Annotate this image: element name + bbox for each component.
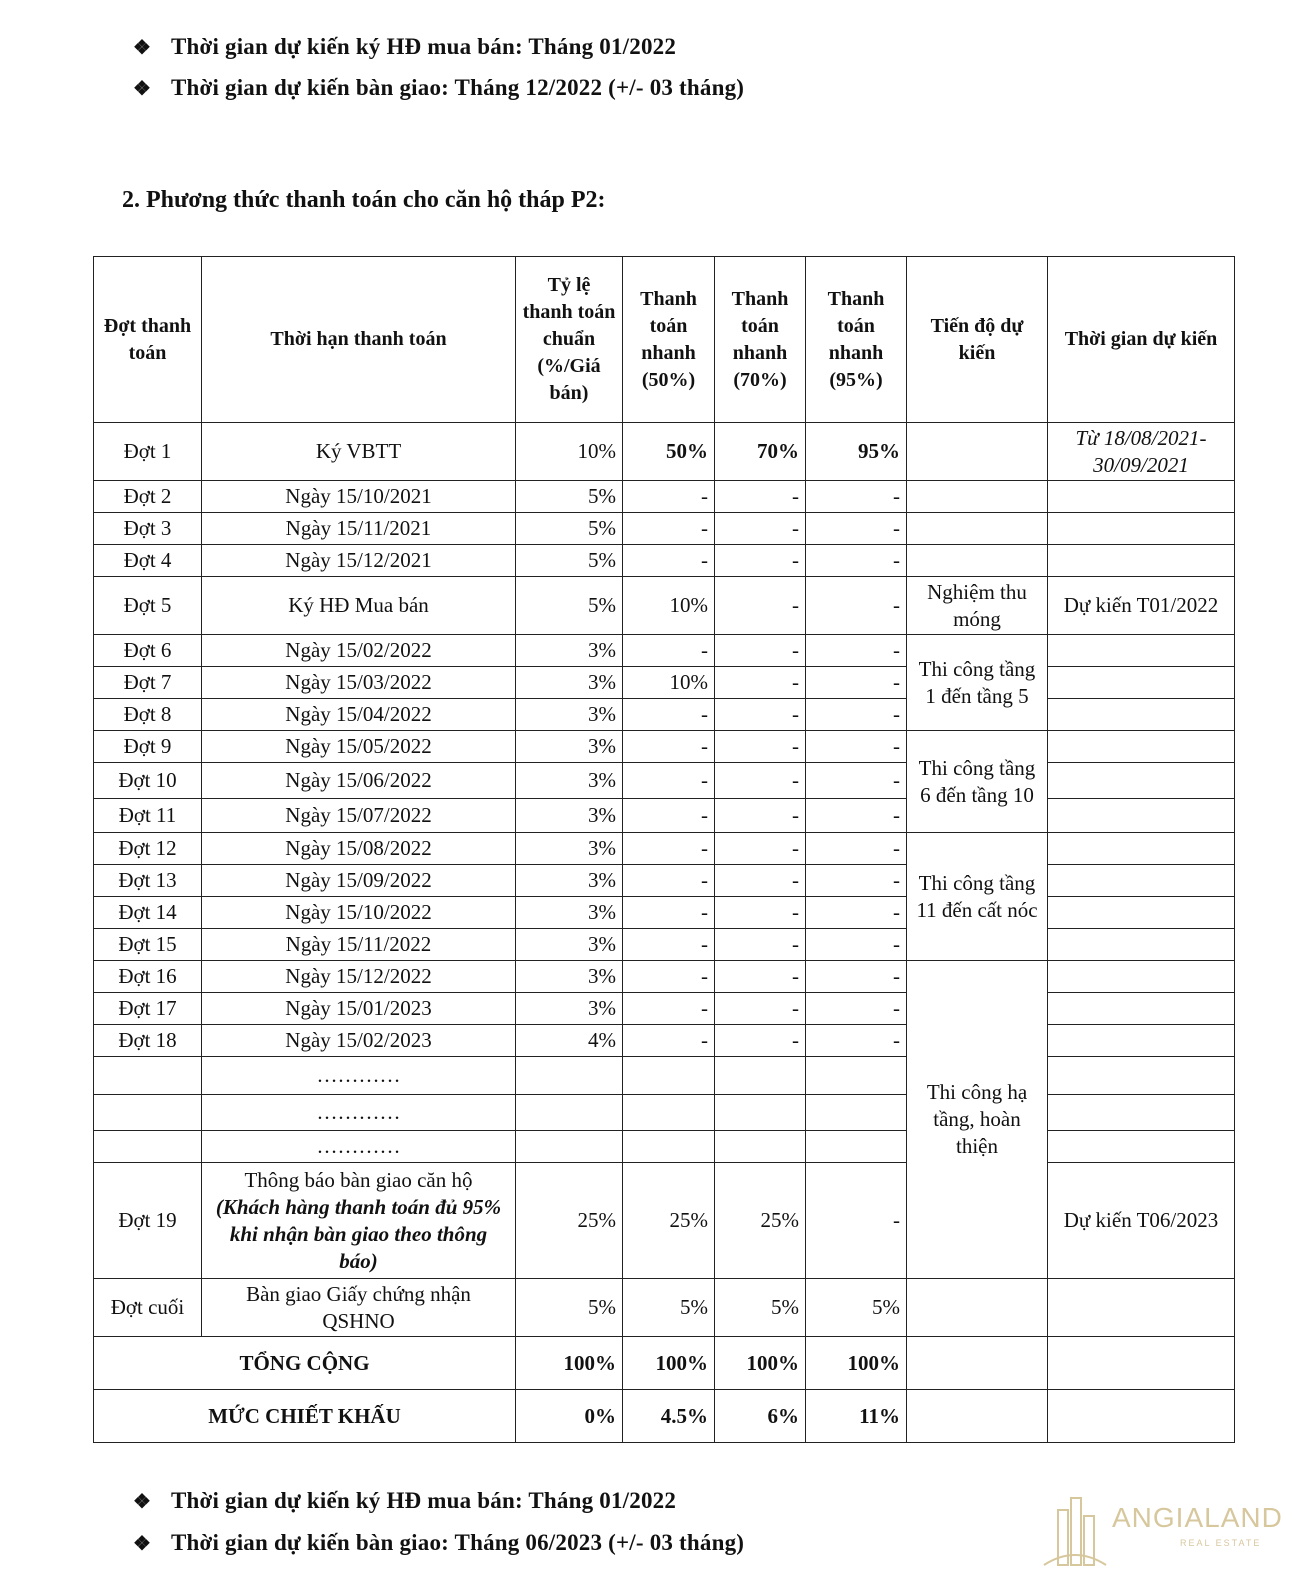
header-progress: Tiến độ dự kiến bbox=[907, 257, 1048, 423]
table-row: Đợt 16 Ngày 15/12/2022 3% - - - Thi công hạ tầng, hoàn thiện bbox=[94, 961, 1235, 993]
table-row: Đợt 12 Ngày 15/08/2022 3% - - - Thi công tầng 11 đến cất nóc bbox=[94, 833, 1235, 865]
header-installment: Đợt thanh toán bbox=[94, 257, 202, 423]
progress-floors-1-5: Thi công tầng 1 đến tầng 5 bbox=[907, 635, 1048, 731]
progress-foundation: Nghiệm thu móng bbox=[907, 577, 1048, 635]
diamond-bullet-icon: ❖ bbox=[133, 78, 152, 100]
header-expected-time: Thời gian dự kiến bbox=[1048, 257, 1235, 423]
table-row: Đợt 7 Ngày 15/03/2022 3% 10% - - bbox=[94, 667, 1235, 699]
table-row: Đợt 13 Ngày 15/09/2022 3% - - - bbox=[94, 865, 1235, 897]
section-heading: 2. Phương thức thanh toán cho căn hộ tháp P2: bbox=[122, 187, 606, 213]
header-standard: Tỷ lệ thanh toán chuẩn (%/Giá bán) bbox=[516, 257, 623, 423]
table-row: Đợt 5 Ký HĐ Mua bán 5% 10% - - Nghiệm thu móng Dự kiến T01/2022 bbox=[94, 577, 1235, 635]
header-fast50: Thanh toán nhanh (50%) bbox=[623, 257, 715, 423]
table-row: Đợt 9 Ngày 15/05/2022 3% - - - Thi công tầng 6 đến tầng 10 bbox=[94, 731, 1235, 763]
table-row: Đợt 8 Ngày 15/04/2022 3% - - - bbox=[94, 699, 1235, 731]
header-fast95: Thanh toán nhanh (95%) bbox=[806, 257, 907, 423]
diamond-bullet-icon: ❖ bbox=[133, 37, 152, 59]
table-row: Đợt 1 Ký VBTT 10% 50% 70% 95% Từ 18/08/2021-30/09/2021 bbox=[94, 423, 1235, 481]
table-row-final: Đợt cuối Bàn giao Giấy chứng nhận QSHNO 5% 5% 5% 5% bbox=[94, 1279, 1235, 1337]
brand-watermark: ANGIALAND REAL ESTATE bbox=[1040, 1490, 1290, 1570]
progress-floors-6-10: Thi công tầng 6 đến tầng 10 bbox=[907, 731, 1048, 833]
table-row: Đợt 15 Ngày 15/11/2022 3% - - - bbox=[94, 929, 1235, 961]
table-header-row bbox=[94, 257, 1235, 423]
table-row-ellipsis: ………… bbox=[94, 1095, 1235, 1131]
progress-floors-11-roof: Thi công tầng 11 đến cất nóc bbox=[907, 833, 1048, 961]
table-row: Đợt 4 Ngày 15/12/2021 5% - - - bbox=[94, 545, 1235, 577]
table-row: Đợt 2 Ngày 15/10/2021 5% - - - bbox=[94, 481, 1235, 513]
table-row: Đợt 11 Ngày 15/07/2022 3% - - - bbox=[94, 799, 1235, 833]
diamond-bullet-icon: ❖ bbox=[133, 1491, 152, 1513]
table-row: Đợt 6 Ngày 15/02/2022 3% - - - Thi công tầng 1 đến tầng 5 bbox=[94, 635, 1235, 667]
table-row: Đợt 18 Ngày 15/02/2023 4% - - - bbox=[94, 1025, 1235, 1057]
table-row-handover: Đợt 19 Thông báo bàn giao căn hộ (Khách hàng thanh toán đủ 95% khi nhận bàn giao theo thông báo) 25% 25% 25% - Dự kiến T06/2023 bbox=[94, 1163, 1235, 1279]
building-logo-icon bbox=[1040, 1490, 1110, 1570]
note-contract-date-bottom: ❖ Thời gian dự kiến ký HĐ mua bán: Tháng 01/2022 bbox=[133, 1488, 677, 1513]
note-handover-date-bottom: ❖ Thời gian dự kiến bàn giao: Tháng 06/2023 (+/- 03 tháng) bbox=[133, 1530, 745, 1555]
table-row: Đợt 3 Ngày 15/11/2021 5% - - - bbox=[94, 513, 1235, 545]
table-row-total: TỔNG CỘNG 100% 100% 100% 100% bbox=[94, 1337, 1235, 1390]
table-row: Đợt 14 Ngày 15/10/2022 3% - - - bbox=[94, 897, 1235, 929]
progress-infrastructure: Thi công hạ tầng, hoàn thiện bbox=[907, 961, 1048, 1279]
diamond-bullet-icon: ❖ bbox=[133, 1533, 152, 1555]
header-deadline: Thời hạn thanh toán bbox=[202, 257, 516, 423]
note-contract-date: ❖ Thời gian dự kiến ký HĐ mua bán: Tháng 01/2022 bbox=[133, 34, 677, 59]
table-row: Đợt 10 Ngày 15/06/2022 3% - - - bbox=[94, 763, 1235, 799]
table-row-discount: MỨC CHIẾT KHẤU 0% 4.5% 6% 11% bbox=[94, 1390, 1235, 1443]
table-row-ellipsis: ………… bbox=[94, 1057, 1235, 1095]
note-handover-date: ❖ Thời gian dự kiến bàn giao: Tháng 12/2022 (+/- 03 tháng) bbox=[133, 75, 745, 100]
header-fast70: Thanh toán nhanh (70%) bbox=[715, 257, 806, 423]
payment-schedule-table bbox=[93, 256, 1235, 1443]
table-row: Đợt 17 Ngày 15/01/2023 3% - - - bbox=[94, 993, 1235, 1025]
table-row-ellipsis: ………… bbox=[94, 1131, 1235, 1163]
